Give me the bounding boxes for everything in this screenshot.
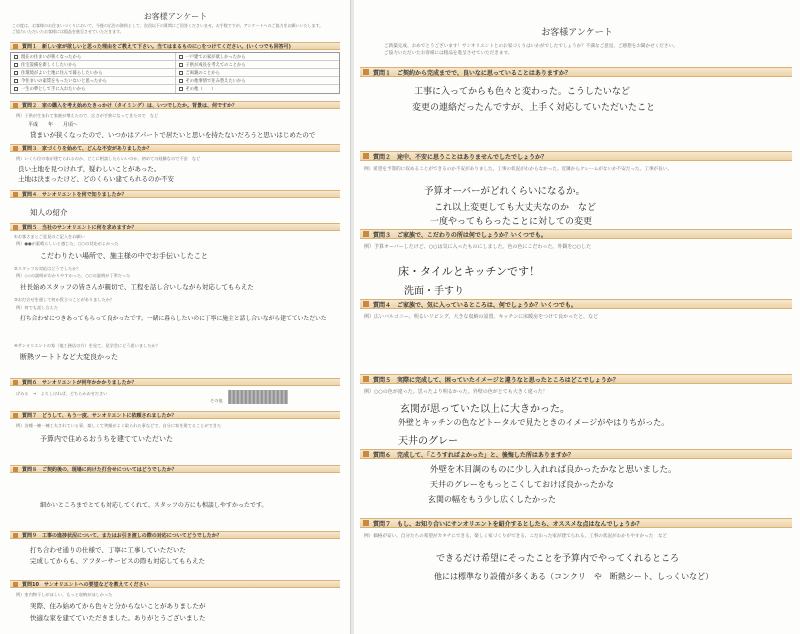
question-text: 質問７ もし、お知り合いにサンオリエントを紹介するとしたら、オススメな点はなんでしょうか？ xyxy=(373,520,643,528)
question-bar-3 xyxy=(360,229,792,239)
question-bar-8 xyxy=(10,465,340,473)
checklist-option[interactable] xyxy=(11,69,176,76)
handwritten-answer: 細かいところまでとても対応してくれて、スタッフの方にも相談しやすかったです。 xyxy=(40,502,268,509)
question-marker xyxy=(13,192,18,197)
option-label: その他（ ） xyxy=(185,87,216,92)
handwritten-answer: 良い土地を見つけれず、疑わしいことがあった。 xyxy=(18,165,161,173)
checklist-row xyxy=(11,53,339,61)
example-text: 例）いくら位の家が建てられるのか、どこに相談したらいいのか、初めての経験なので不安 など xyxy=(16,156,201,161)
handwritten-answer: 工事に入ってからも色々と変わった。こうしたいなど xyxy=(414,87,630,97)
checklist-option[interactable] xyxy=(11,85,176,93)
example-text: 例）○○の色が違った。思ったより明るかった。外壁の色がとても大きく違った！ xyxy=(364,389,548,395)
checkbox[interactable] xyxy=(179,71,183,75)
question-text: 質問６ サンオリエントが何年かかかりましたか？ xyxy=(22,379,137,386)
question-bar-6 xyxy=(360,449,792,459)
handwritten-answer: 社長始めスタッフの皆さんが親切で、工程を話し合いしながら対応してもらえた xyxy=(20,283,254,291)
question-bar-10 xyxy=(10,580,340,588)
question-marker xyxy=(363,376,369,382)
handwritten-answer: 打ち合わせ通りの仕様で、丁寧に工事していただいた xyxy=(30,546,186,554)
question-marker xyxy=(13,413,18,418)
checkbox[interactable] xyxy=(14,71,18,75)
question-text: 質問２ 家の購入を考え始めたきっかけ（タイミング）は、いつでしたか。背景は、何ですか？ xyxy=(22,102,237,109)
handwritten-answer: 平成 年 月頃～ xyxy=(28,122,79,128)
option-label: その他事情で住み替えたいから xyxy=(185,78,246,84)
question-text: 質問３ ご家族で、こだわりの所は何でしょうか？いくつでも。 xyxy=(373,231,547,239)
question-text: 質問８ ご契約後の、現場に向けた打合せについてはどうでしたか？ xyxy=(22,466,177,473)
page-title: お客様アンケート xyxy=(541,28,613,38)
handwritten-answer: 打ち合わせにつきあってもらって良かったです。一緒に暮らしたいのに丁寧に施主と話し合いながら建てていただいた xyxy=(20,316,327,322)
intro-line: ご新築完成、おめでとうございます！サンオリエントとのお家づくりはいかがでしたでしょうか？不満なご意見、ご感想をお聞かせください。 xyxy=(384,44,678,49)
question-bar-2 xyxy=(360,151,792,161)
question-bar-1 xyxy=(360,67,792,77)
question-marker xyxy=(13,533,18,538)
handwritten-answer: 外壁を木目調のものに少し入れれば良かったかなと思いました。 xyxy=(430,465,677,475)
handwritten-answer: こだわりたい場所で、施主様の中でお手伝いしたこと xyxy=(40,252,208,260)
example-text: その他 xyxy=(210,398,223,403)
checkbox[interactable] xyxy=(179,79,183,83)
page-title: お客様アンケート xyxy=(143,12,208,21)
example-text: 例）各種一棟一棟工夫されている事、楽しくて笑顔がよく取られた事などで、自分に家を建てることができた xyxy=(16,423,222,428)
handwritten-answer: 天井のグレーをもっとこくしておけば良かったかな xyxy=(430,480,614,489)
handwritten-answer: 天井のグレー xyxy=(398,436,458,447)
checkbox[interactable] xyxy=(14,87,18,91)
handwritten-answer: 知人の紹介 xyxy=(30,208,68,217)
question-text: 質問４ ご家族で、気に入っているところは、何でしょうか？いくつでも。 xyxy=(373,301,577,309)
example-text: げみる → よろしければ、どちらかおせださい xyxy=(16,391,108,396)
checklist-option[interactable] xyxy=(176,53,340,60)
question-marker xyxy=(363,520,369,526)
option-label: 住宅設備を新しくしたいから xyxy=(21,62,77,68)
handwritten-answer: 一度やってもらったことに対しての変更 xyxy=(430,217,593,227)
example-text: 例）希望を予算的に収めることができるのか不安がありました。工事の状況がわからなかった。近隣からクレームがないか不安だった。工事が長い。 xyxy=(364,167,672,172)
checklist-row xyxy=(11,85,339,93)
question-text: 質問２ 途中、不安に思うことはありませんでしたでしょうか？ xyxy=(373,153,548,161)
question-bar-6 xyxy=(10,378,340,386)
option-label: 子供が成長を考えてのことから xyxy=(185,62,246,68)
handwritten-answer: 完成してからも、アフターサービスの際も対応してもらえた xyxy=(30,557,206,565)
question-marker xyxy=(13,103,18,108)
example-text: 例）●●が素晴らしいと感じた。○○の対応がよかった xyxy=(16,241,119,246)
question-bar-2 xyxy=(10,101,340,109)
checklist-row xyxy=(11,61,339,69)
question-text: 質問９ 工事の進捗状況について、またはお引き渡しの際の対応についてどうでしたか？ xyxy=(22,532,222,539)
question-text: 質問１ ご契約から完成までで、良いなに思っていることはありますか？ xyxy=(373,69,571,77)
redacted-area xyxy=(228,390,288,404)
example-text: 例）何でも話し合えた xyxy=(16,305,58,310)
handwritten-answer: これ以上変更しても大丈夫なのか など xyxy=(434,203,597,213)
intro-line: この度は、お客様のお住まいづくりにおいて、今後の広告の資料として、次回以下の質問にご回答くださいませ。お手数ですが、アンケートへのご協力をお願いいたします。 xyxy=(12,23,324,28)
example-text: 例）広いバルコニー、明るいリビング、大きな収納の設置、キッチンに床暖房をつけて良かったと、など xyxy=(364,314,599,320)
survey-page-left xyxy=(0,0,351,634)
sub-question: ②スタッフの対応はどうでしたか？ xyxy=(14,266,81,271)
handwritten-answer: 外壁とキッチンの色などトータルで見たときのイメージがやはりちがった。 xyxy=(398,418,670,427)
question-text: 質問10 サンオリエントへの要望などを教えてください xyxy=(22,581,149,588)
question-marker xyxy=(13,582,18,587)
handwritten-answer: 断熱ツートトなど大変良かった xyxy=(20,353,118,361)
checklist-row xyxy=(11,77,339,85)
option-label: 一生の夢として手に入れたいから xyxy=(21,87,86,92)
checklist-option[interactable] xyxy=(11,53,176,60)
handwritten-answer: 変更の連絡だったんですが、上手く対応していただいたこと xyxy=(412,103,656,113)
question-marker xyxy=(363,153,369,159)
intro-text xyxy=(12,23,342,35)
question-text: 質問６ 完成して、「こうすればよかった」と、後悔した所はありますか？ xyxy=(373,451,574,459)
checkbox[interactable] xyxy=(179,87,183,91)
question-marker xyxy=(363,301,369,307)
handwritten-answer: 予算オーバーがどれくらいになるか。 xyxy=(424,186,586,197)
handwritten-answer: 実際、住み始めてから色々と分からないことがありましたが xyxy=(30,602,206,610)
example-text: 例）室内物干しがほしい、もっと収納がほしかった xyxy=(16,592,113,597)
checklist-option[interactable] xyxy=(176,77,340,84)
example-text: 例）予算オーバーしたけど、○○は気に入ったものにしました。色の色にこだわった。外観を○○した xyxy=(364,244,592,250)
question-marker xyxy=(363,69,369,75)
handwritten-answer: 床・タイルとキッチンです！ xyxy=(398,265,541,278)
question-text: 質問４ サンオリエントを何で知りましたか？ xyxy=(22,191,127,198)
intro-text xyxy=(384,43,784,57)
question-text: 質問５ 当社のサンオリエントに何を求めますか？ xyxy=(22,224,137,231)
checklist-option[interactable] xyxy=(11,61,176,68)
checkbox[interactable] xyxy=(14,55,18,59)
checklist-row xyxy=(11,69,339,77)
checklist-option[interactable] xyxy=(176,85,340,93)
question-marker xyxy=(13,44,18,49)
sub-question: ①お客さまとご意見のご記入をお願い xyxy=(14,234,85,239)
example-text: 例）価格が安い、自分たちの希望がカタチにできる、楽しく家づくりができる、こだわった家が建てられる、工事の状況がわかりやすかった など xyxy=(364,534,668,539)
option-label: ご両親のことから xyxy=(185,70,220,76)
question-marker xyxy=(13,225,18,230)
question-bar-5 xyxy=(360,374,792,384)
checkbox[interactable] xyxy=(14,63,18,67)
example-text: 例）子供が生まれて家族が増えたので、広さが手狭になってきたので など xyxy=(16,113,159,118)
handwritten-answer: 快適な家を建てていただきました。ありがとうございました xyxy=(30,614,206,622)
option-label: 現在の住まいが狭くなったから xyxy=(21,54,82,60)
checklist-option[interactable] xyxy=(176,61,340,68)
question-bar-7 xyxy=(10,411,340,419)
question-marker xyxy=(363,451,369,457)
option-label: 一戸建ての家が欲しかったから xyxy=(185,54,246,60)
intro-line: ご協力いただいたお客様には粗品を進呈させていただきます。 xyxy=(12,29,124,34)
question-marker xyxy=(13,146,18,151)
sub-question: ④サンオリエントの家（他工務店の方）を見て、見学会にどう思いましたか？ xyxy=(14,343,160,348)
question-marker xyxy=(363,231,369,237)
handwritten-answer: 玄関が思っていた以上に大きかった。 xyxy=(400,404,570,415)
question-bar-9 xyxy=(10,531,340,539)
survey-page-right xyxy=(354,0,800,634)
question-text: 質問５ 実際に完成して、困っていたイメージと違うなと思ったところはどこでしょうか？ xyxy=(373,376,619,384)
checklist-option[interactable] xyxy=(176,69,340,76)
question-bar-7 xyxy=(360,518,792,528)
handwritten-answer: できるだけ希望にそったことを予算内でやってくれるところ xyxy=(436,554,680,564)
question-bar-5 xyxy=(10,223,340,231)
handwritten-answer: 予算内で住めるおうちを建てていただいた xyxy=(40,435,173,443)
reasons-checklist xyxy=(10,52,340,94)
checkbox[interactable] xyxy=(179,55,183,59)
question-marker xyxy=(13,467,18,472)
handwritten-answer: 洗面・手すり xyxy=(404,286,464,297)
checkbox[interactable] xyxy=(14,79,18,83)
question-bar-1 xyxy=(10,42,340,50)
question-text: 質問７ どうして、もう一度、サンオリエントに依頼されましたか？ xyxy=(22,412,177,419)
option-label: 住環境がよい土地に住んで暮らしたいから xyxy=(21,70,103,76)
question-bar-4 xyxy=(360,299,792,309)
sub-question: ③お打合せを通して何か役立つことがありましたか？ xyxy=(14,297,115,302)
handwritten-answer: 玄関の幅をもう少し広くしたかった xyxy=(428,495,556,504)
handwritten-answer: 他には標準なり設備が多くある（コンクリ や 断熱シート、しっくいなど） xyxy=(434,572,714,581)
option-label: 今住まいの家賃をもったいないと思ったから xyxy=(21,78,107,84)
example-text: 例）◇◇の説明がわかりやすかった、○○の説明が丁寧だった xyxy=(16,273,131,278)
question-bar-3 xyxy=(10,144,340,152)
question-text: 質問３ 家づくりを始めて、どんな不安がありましたか？ xyxy=(22,145,152,152)
question-marker xyxy=(13,380,18,385)
checklist-option[interactable] xyxy=(11,77,176,84)
intro-line: ご協力いただいたお客様には粗品を進呈させていただきます。 xyxy=(384,51,513,56)
handwritten-answer: 貸まいが狭くなったので、いつかはアパートで居たいと思いを持たないだろうと思いはじめたので xyxy=(30,131,316,139)
checkbox[interactable] xyxy=(179,63,183,67)
question-bar-4 xyxy=(10,190,340,198)
handwritten-answer: 土地は決まったけど、どのくらい建てられるのか不安 xyxy=(18,175,174,183)
question-text: 質問１ 新しい家が欲しいと思った理由をご教えて下さい。当てはまるものに○をつけてください。(いくつでも回答可) xyxy=(22,43,291,50)
